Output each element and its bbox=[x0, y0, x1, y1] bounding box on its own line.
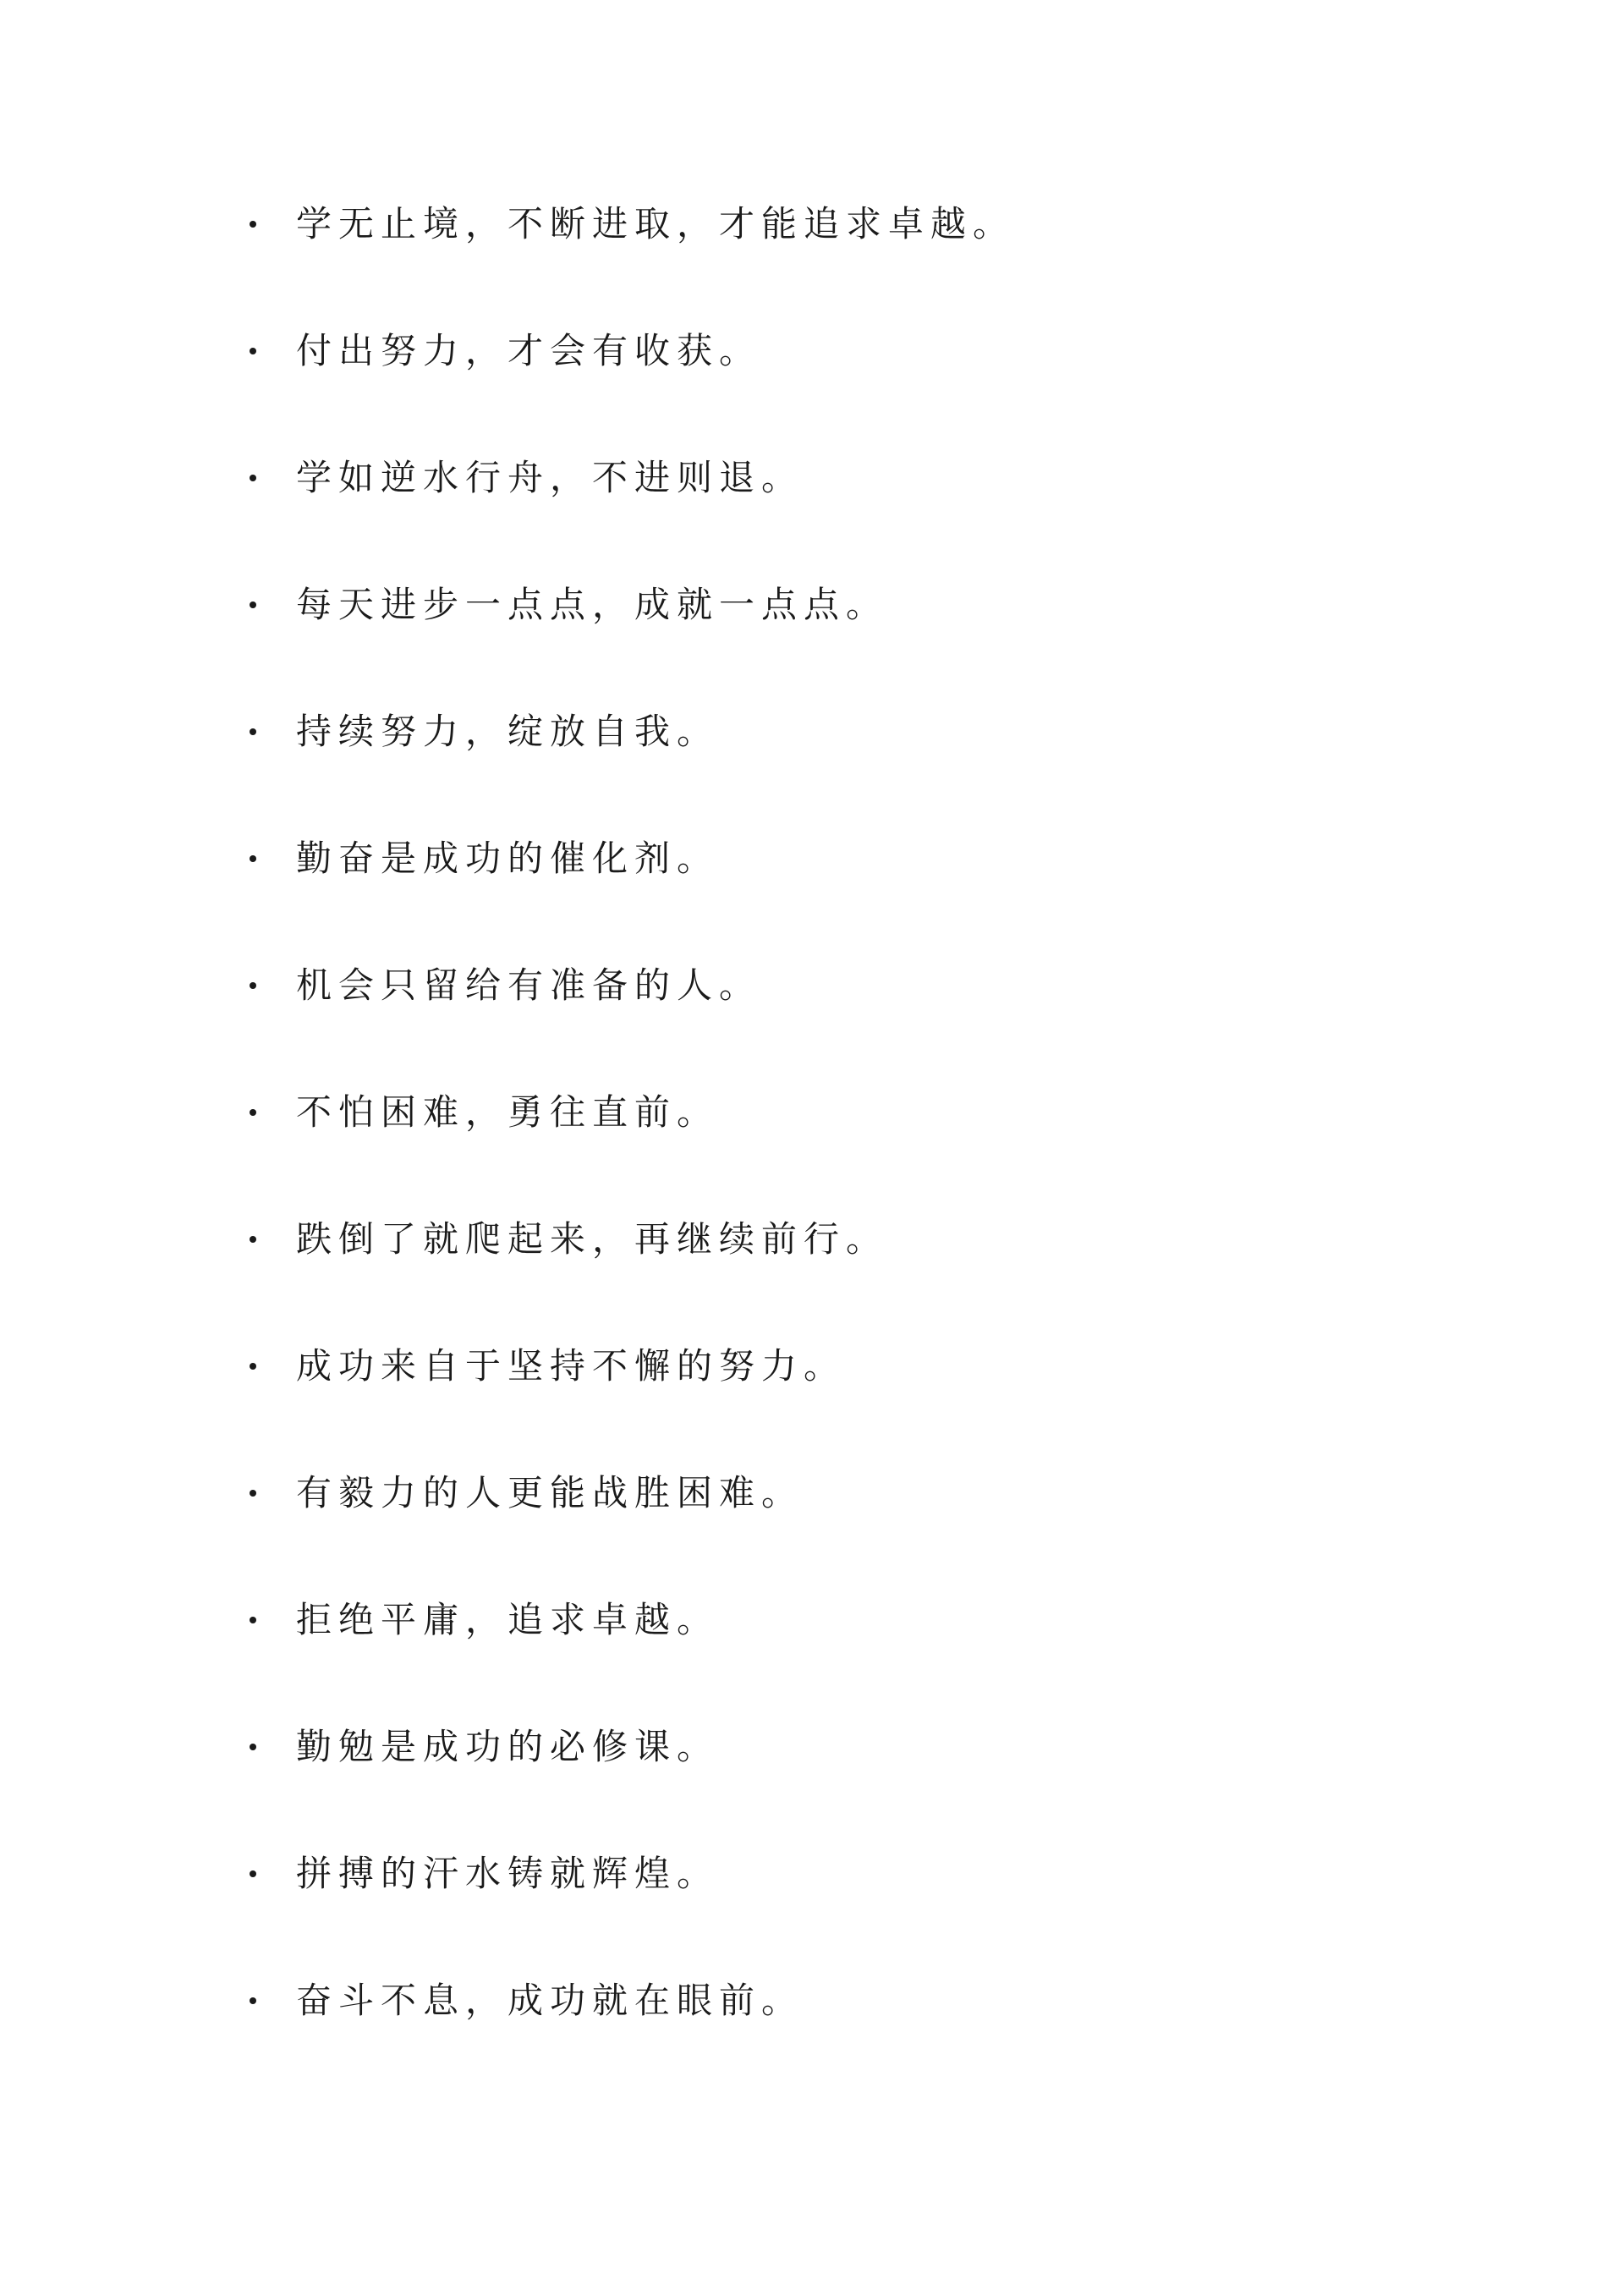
list-item-text: 有毅力的人更能战胜困难。 bbox=[296, 1472, 804, 1513]
bullet-icon bbox=[250, 601, 256, 608]
list-item-text: 勤勉是成功的必修课。 bbox=[296, 1726, 720, 1767]
bullet-icon bbox=[250, 348, 256, 354]
list-item-text: 付出努力，才会有收获。 bbox=[296, 330, 762, 371]
list-item bbox=[0, 698, 1353, 766]
list-item-text: 学无止境，不断进取，才能追求卓越。 bbox=[296, 203, 1016, 244]
bullet-icon bbox=[250, 221, 256, 228]
bullet-icon bbox=[250, 982, 256, 989]
list-item bbox=[0, 444, 1353, 512]
list-item-text: 勤奋是成功的催化剂。 bbox=[296, 838, 720, 879]
bullet-icon bbox=[250, 1997, 256, 2004]
list-item bbox=[0, 1586, 1353, 1654]
list-item-text: 机会只留给有准备的人。 bbox=[296, 964, 762, 1006]
list-item bbox=[0, 1332, 1353, 1400]
list-item bbox=[0, 1840, 1353, 1908]
list-item-text: 学如逆水行舟，不进则退。 bbox=[296, 457, 804, 498]
list-item-text: 不怕困难，勇往直前。 bbox=[296, 1091, 720, 1133]
list-item bbox=[0, 317, 1353, 385]
list-item bbox=[0, 1967, 1353, 2035]
list-item-text: 每天进步一点点，成就一点点。 bbox=[296, 584, 889, 625]
list-item-text: 持续努力，绽放自我。 bbox=[296, 711, 720, 752]
list-item bbox=[0, 952, 1353, 1019]
list-item bbox=[0, 1713, 1353, 1781]
list-item bbox=[0, 190, 1353, 258]
bullet-icon bbox=[250, 728, 256, 735]
list-item bbox=[0, 1459, 1353, 1527]
bullet-icon bbox=[250, 475, 256, 481]
list-item-text: 成功来自于坚持不懈的努力。 bbox=[296, 1345, 847, 1387]
bullet-icon bbox=[250, 855, 256, 862]
bullet-icon bbox=[250, 1109, 256, 1116]
bullet-icon bbox=[250, 1617, 256, 1623]
bullet-icon bbox=[250, 1490, 256, 1497]
list-item bbox=[0, 1079, 1353, 1146]
list-item bbox=[0, 825, 1353, 893]
list-item bbox=[0, 1206, 1353, 1273]
bullet-icon bbox=[250, 1236, 256, 1243]
list-item-text: 拼搏的汗水铸就辉煌。 bbox=[296, 1853, 720, 1894]
bullet-icon bbox=[250, 1744, 256, 1750]
bullet-icon bbox=[250, 1363, 256, 1370]
list-item-text: 跌倒了就爬起来，再继续前行。 bbox=[296, 1218, 889, 1260]
bullet-icon bbox=[250, 1870, 256, 1877]
list-item bbox=[0, 571, 1353, 639]
list-item-text: 拒绝平庸，追求卓越。 bbox=[296, 1599, 720, 1640]
list-item-text: 奋斗不息，成功就在眼前。 bbox=[296, 1980, 804, 2021]
